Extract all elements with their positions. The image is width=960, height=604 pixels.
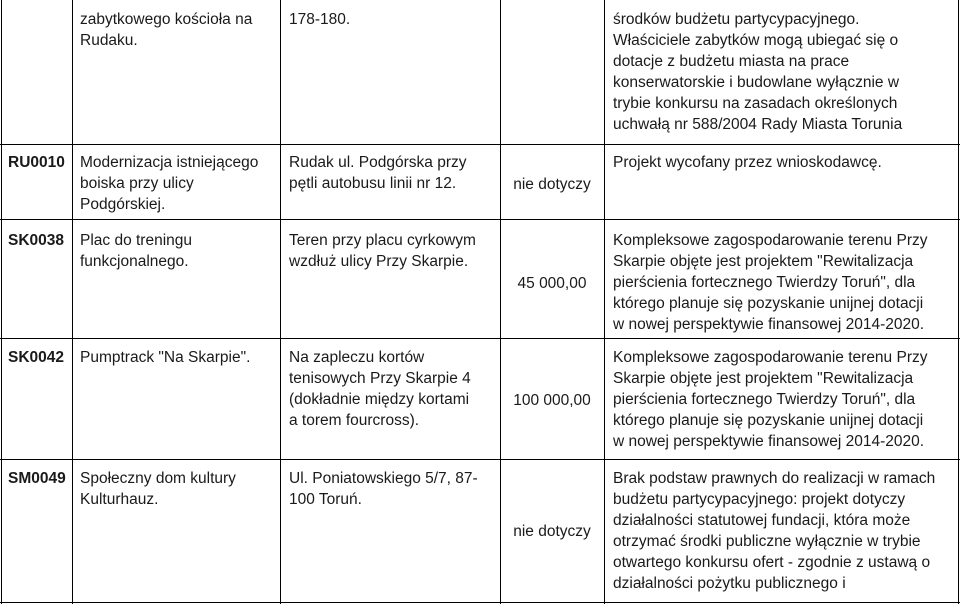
- project-cost: nie dotyczy: [513, 176, 591, 193]
- column-divider: [500, 0, 501, 604]
- project-name: Plac do treningu funkcjonalnego.: [80, 232, 193, 270]
- project-location: Teren przy placu cyrkowym wzdłuż ulicy Przy Skarpie.: [289, 232, 476, 270]
- column-divider: [604, 0, 605, 604]
- project-code: SK0042: [8, 349, 65, 366]
- project-cost: nie dotyczy: [513, 523, 591, 540]
- row-divider: [0, 602, 960, 603]
- column-divider: [280, 0, 281, 604]
- project-remarks: Kompleksowe zagospodarowanie terenu Przy Skarpie objęte jest projektem "Rewitalizacja pierścienia fortecznego Twierdzy Toruń", dla którego planuje się pozyskanie unijnej dotacji w nowej perspektywie finansowej 2014-2020.: [613, 349, 928, 450]
- project-name: zabytkowego kościoła na Rudaku.: [80, 11, 253, 49]
- row-divider: [0, 338, 960, 339]
- column-divider: [1, 0, 2, 604]
- project-location: 178-180.: [289, 11, 351, 28]
- project-cost: 45 000,00: [517, 275, 587, 292]
- project-name: Społeczny dom kultury Kulturhauz.: [80, 470, 236, 508]
- column-divider: [72, 0, 73, 604]
- project-location: Na zapleczu kortów tenisowych Przy Skarpie 4 (dokładnie między kortami a torem fourcross).: [289, 349, 471, 429]
- project-code: SM0049: [8, 470, 66, 487]
- project-code: SK0038: [8, 232, 65, 249]
- project-remarks: Brak podstaw prawnych do realizacji w ramach budżetu partycypacyjnego: projekt dotyczy działalności statutowej fundacji, która może otrzymać środki publiczne wyłącznie w trybie otwartego konkursu ofert - zgodnie z ustawą o działalności pożytku publicznego i: [613, 470, 936, 592]
- row-divider: [0, 144, 960, 145]
- column-divider: [958, 0, 959, 604]
- row-divider: [0, 459, 960, 460]
- project-location: Ul. Poniatowskiego 5/7, 87- 100 Toruń.: [289, 470, 478, 508]
- project-remarks: Kompleksowe zagospodarowanie terenu Przy Skarpie objęte jest projektem "Rewitalizacja pierścienia fortecznego Twierdzy Toruń", dla którego planuje się pozyskanie unijnej dotacji w nowej perspektywie finansowej 2014-2020.: [613, 232, 928, 333]
- project-location: Rudak ul. Podgórska przy pętli autobusu linii nr 12.: [289, 154, 467, 192]
- project-code: RU0010: [8, 154, 65, 171]
- project-remarks: Projekt wycofany przez wnioskodawcę.: [613, 154, 882, 171]
- project-cost: 100 000,00: [513, 392, 591, 409]
- project-remarks: środków budżetu partycypacyjnego. Właściciele zabytków mogą ubiegać się o dotacje z budżetu miasta na prace konserwatorskie i budowlane wyłącznie w trybie konkursu na zasadach określonych uchwałą nr 588/2004 Rady Miasta Torunia: [613, 11, 903, 133]
- project-name: Modernizacja istniejącego boiska przy ulicy Podgórskiej.: [80, 154, 259, 213]
- project-name: Pumptrack "Na Skarpie".: [80, 349, 251, 366]
- row-divider: [0, 219, 960, 220]
